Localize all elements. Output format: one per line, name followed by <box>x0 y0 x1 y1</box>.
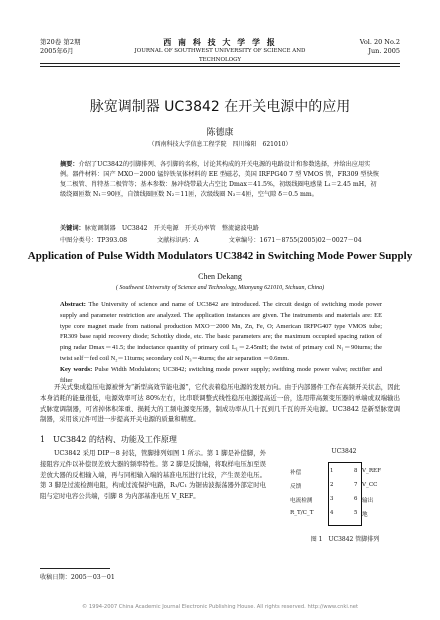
section-heading: 1 UC3842 的结构、功能及工作原理 <box>40 435 177 444</box>
keywords-cn-text: 脉宽调制器 UC3842 开关电源 开关功率管 整流滤波电路 <box>84 225 259 232</box>
abstract-cn-text: 介绍了UC3842的引脚排列、各引脚的名称，讨论其构成的开关电源的电路设计和参数选择，并给出应用实例。器件材料：国产 MXO－2000 锰锌铁氧体材料的 EE 型磁芯，美国 IRFPG40 7 型 VMOS 管，FR309 型快恢复二极管、肖特基二极管等；基本参数：脉冲绕带最大占空比 Dmax＝41.5%，初级线圈电感量 L₁＝2.45 mH，初级绕圈匝数 N₁＝90匝，自馈线圈匝数 N₂＝11匝，次级线圈 N₃＝4匝，空气隙 δ＝0.5 mm。 <box>60 161 379 198</box>
left-pin-number: 4 <box>330 510 334 516</box>
header-volume-en: Vol. 20 No.2 <box>359 38 400 46</box>
header-rule-thick <box>40 63 400 64</box>
author-en: Chen Dekang <box>198 272 242 281</box>
abstract-cn-label: 摘要： <box>60 161 79 168</box>
chip-label: UC3842 <box>331 448 357 455</box>
right-pin-number: 6 <box>354 496 358 502</box>
journal-name-cn: 西 南 科 技 大 学 学 报 <box>163 37 277 47</box>
left-pin-number: 1 <box>330 468 334 474</box>
pinout-figure <box>290 448 400 560</box>
left-pin-label: R_T/C_T <box>290 510 314 516</box>
right-pin-label: 输出 <box>362 498 374 504</box>
abstract-en <box>60 300 382 386</box>
left-pin-number: 2 <box>330 482 334 488</box>
affiliation-cn: （西南科技大学信息工程学院 四川绵阳 621010） <box>148 141 292 148</box>
author-cn: 陈德康 <box>206 128 234 138</box>
right-pin-label: V_CC <box>362 482 378 488</box>
footnote-rule <box>40 568 110 569</box>
figure-caption: 图 1 UC3842 管脚排列 <box>310 536 380 543</box>
affiliation-en: ( Southwest University of Science and Technology, Mianyang 621010, Sichuan, China) <box>115 285 325 291</box>
right-pin-label: V_REF <box>362 468 382 474</box>
right-pin-label: 地 <box>362 512 368 518</box>
right-pin-number: 5 <box>354 510 358 516</box>
keywords-cn-label: 关键词： <box>60 225 85 232</box>
document-code: 文献标识码：A <box>157 237 199 244</box>
left-pin-label: 电流检测 <box>290 498 313 504</box>
header-date: 2005年6月 <box>40 47 74 55</box>
abstract-en-label: Abstract: <box>60 301 86 308</box>
intro-paragraph: 开关式集成稳压电源被誉为“新型高效节能电源”，它代表着稳压电源的发展方向。由于内部器件工作在高频开关状态，因此本身消耗的能量很低，电源效率可达 80%左右，比串联调整式线性稳压电源提高近一倍，选用带高频变压器的单端或双端输出式脉宽调制器，可省掉体积笨重、损耗大的工频电源变压器，制成功率从几十瓦到几千瓦的开关电源。UC3842 是新型脉宽调制器，采用该元件可进一步提高开关电源的质量和精度。 <box>40 383 400 424</box>
article-number: 文章编号：1671－8755(2005)02－0027－04 <box>228 237 362 244</box>
title-en: Application of Pulse Width Modulators UC3842 in Switching Mode Power Supply <box>27 250 413 262</box>
section-paragraph: UC3842 采用 DIP－8 封装，管脚排列如图 1 所示。第 1 脚是补偿脚，外接阻容元件以补偿误差放大器的频率特性。第 2 脚是反馈端，将取样电压加至误差放大器的反相输入端，再与同相输入端的基准电压进行比较，产生误差电压。第 3 脚是过流检测电阻，构成过流保护电路，R₁/C₁ 为锯齿波振荡器外部定时电阻与定时电容公共端，引脚 8 为内部基准电压 V_REF。 <box>40 449 266 501</box>
running-header <box>40 38 400 66</box>
right-pin-number: 8 <box>354 468 358 474</box>
title-cn: 脉宽调制器 UC3842 在开关电源中的应用 <box>89 99 351 115</box>
header-date-en: Jun. 2005 <box>368 47 400 55</box>
header-right <box>360 38 400 56</box>
keywords-en-text: Pulse Width Modulators; UC3842; switching mode power supply; swithing mode power valve; rectifier and filter <box>60 365 382 384</box>
abstract-en-text: The University of science and name of UC3842 are introduced. The circuit design of switching mode power supply and parameter restriction are analyzed. The application instances are given. The instruments and materials are: EE type core magnet made from national production MXO－2000 Mn, Zn, Fe, O; American IRFPG407 type VMOS tube; FR309 base rapid recovery diode; Schottky diode, etc. The basic parameters are; the maximum occupied spacing ration of ping radar Dmax＝41.5; the inductance quantity of primary coil L₁＝2.45mH; the twist of primary coil N₁＝90turns; the twist self－fed coil N₂＝11turns; secondary coil N₃＝4turns; the air separation ＝0.6mm. <box>60 301 382 362</box>
header-left <box>40 38 80 56</box>
journal-name-en: JOURNAL OF SOUTHWEST UNIVERSITY OF SCIENCE AND TECHNOLOGY <box>134 48 306 63</box>
header-center <box>130 38 310 65</box>
header-volume: 第20卷 第2期 <box>40 38 81 46</box>
received-date: 收稿日期：2005－03－01 <box>40 574 115 581</box>
abstract-cn <box>60 160 380 200</box>
keywords-cn <box>60 224 380 234</box>
left-pin-label: 补偿 <box>290 470 302 476</box>
clc-number: 中图分类号：TP393.08 <box>60 237 128 244</box>
keywords-en-label: Key words: <box>60 365 93 373</box>
copyright-notice: © 1994-2007 China Academic Journal Electronic Publishing House. All rights reserved. http://www.cnki.net <box>82 604 358 610</box>
right-pin-number: 7 <box>354 482 358 488</box>
left-pin-number: 3 <box>330 496 334 502</box>
left-pin-label: 反馈 <box>290 484 302 490</box>
header-rule-thin <box>40 66 400 67</box>
classification-line <box>60 236 390 245</box>
